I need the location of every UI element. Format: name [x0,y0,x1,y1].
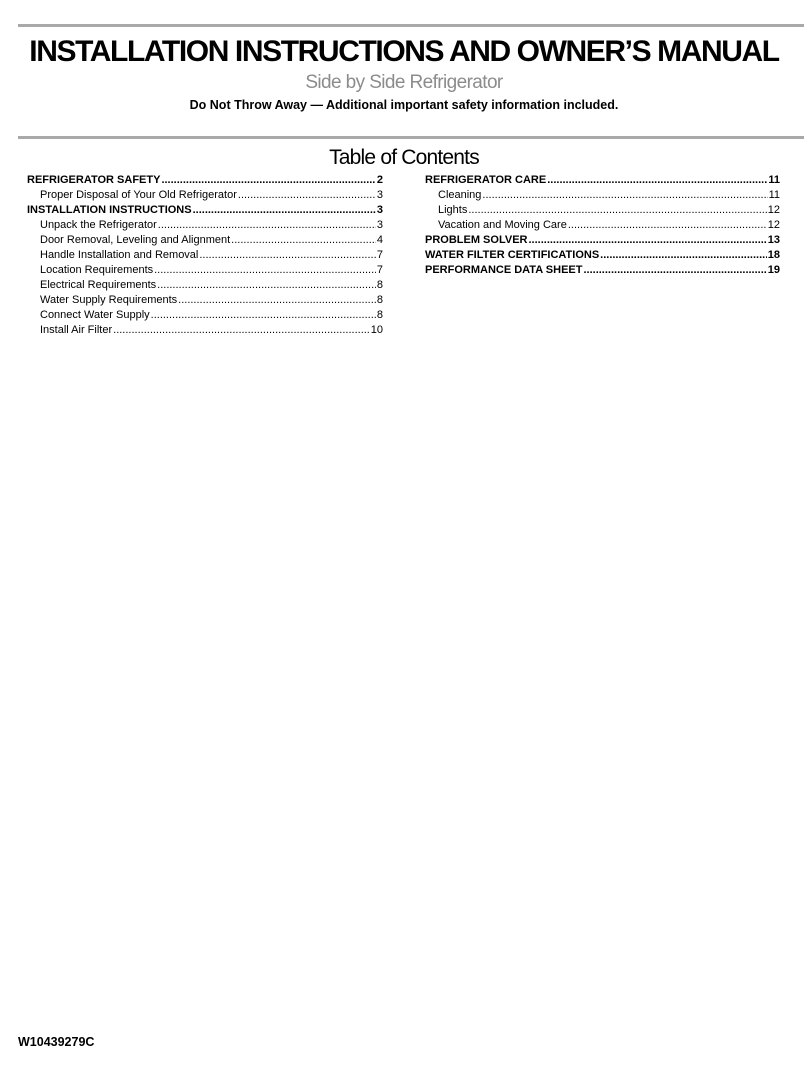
page-title: INSTALLATION INSTRUCTIONS AND OWNER’S MANUAL [29,35,779,68]
toc-entry[interactable] [27,263,383,278]
toc-entry-page: 13 [767,234,780,246]
toc-dot-leader [547,173,767,188]
toc-dot-leader [199,248,376,263]
toc-entry-page: 3 [376,189,383,201]
toc-entry-label: Water Supply Requirements [40,294,178,306]
toc-entry-page: 8 [376,309,383,321]
toc-entry[interactable] [425,173,780,188]
toc-entry-page: 19 [767,264,780,276]
toc-entry-page: 12 [767,219,780,231]
toc-entry[interactable] [27,308,383,323]
toc-entry-label: Cleaning [438,189,482,201]
toc-entry-label: Electrical Requirements [40,279,157,291]
safety-notice: Do Not Throw Away — Additional important safety information included. [189,98,619,112]
toc-right-column [425,173,780,278]
toc-entry-label: Proper Disposal of Your Old Refrigerator [40,189,237,201]
section-rule [18,136,804,139]
toc-entry-label: INSTALLATION INSTRUCTIONS [27,204,192,216]
toc-dot-leader [583,263,766,278]
toc-dot-leader [193,203,376,218]
toc-entry-label: WATER FILTER CERTIFICATIONS [425,249,600,261]
top-rule [18,24,804,27]
toc-entry[interactable] [425,233,780,248]
toc-entry[interactable] [425,263,780,278]
toc-entry-page: 18 [767,249,780,261]
toc-dot-leader [482,188,767,203]
toc-entry-page: 11 [768,189,780,201]
toc-entry[interactable] [425,203,780,218]
toc-entry-label: PROBLEM SOLVER [425,234,528,246]
toc-dot-leader [231,233,376,248]
toc-entry-page: 7 [376,264,383,276]
toc-entry-label: Handle Installation and Removal [40,249,199,261]
toc-dot-leader [178,293,376,308]
toc-entry[interactable] [425,218,780,233]
toc-entry-label: Door Removal, Leveling and Alignment [40,234,231,246]
toc-entry[interactable] [27,248,383,263]
toc-entry-label: Vacation and Moving Care [438,219,567,231]
toc-entry[interactable] [27,293,383,308]
toc-entry[interactable] [27,323,383,338]
page-subtitle: Side by Side Refrigerator [305,72,503,93]
toc-entry-label: Install Air Filter [40,324,113,336]
toc-entry-page: 3 [376,219,383,231]
toc-entry-label: Connect Water Supply [40,309,150,321]
toc-entry-label: Unpack the Refrigerator [40,219,157,231]
toc-entry-page: 7 [376,249,383,261]
toc-entry-label: REFRIGERATOR CARE [425,174,547,186]
toc-entry[interactable] [27,173,383,188]
toc-dot-leader [154,263,376,278]
toc-entry[interactable] [27,278,383,293]
toc-dot-leader [151,308,376,323]
toc-entry[interactable] [27,188,383,203]
toc-entry-page: 4 [376,234,383,246]
toc-entry-label: Lights [438,204,468,216]
toc-dot-leader [157,278,376,293]
toc-entry[interactable] [27,218,383,233]
toc-dot-leader [238,188,376,203]
toc-dot-leader [568,218,767,233]
toc-entry-page: 12 [767,204,780,216]
toc-entry[interactable] [425,188,780,203]
toc-dot-leader [600,248,767,263]
toc-dot-leader [161,173,375,188]
toc-entry-page: 8 [376,279,383,291]
toc-dot-leader [468,203,766,218]
toc-entry-page: 8 [376,294,383,306]
toc-entry-label: REFRIGERATOR SAFETY [27,174,161,186]
toc-entry-page: 10 [370,324,383,336]
document-number: W10439279C [18,1035,95,1049]
toc-entry[interactable] [27,233,383,248]
toc-dot-leader [113,323,370,338]
toc-left-column [27,173,383,338]
toc-entry[interactable] [425,248,780,263]
toc-entry[interactable] [27,203,383,218]
toc-entry-page: 2 [376,174,383,186]
toc-entry-label: PERFORMANCE DATA SHEET [425,264,583,276]
toc-entry-label: Location Requirements [40,264,154,276]
toc-heading: Table of Contents [329,146,479,169]
toc-entry-page: 3 [376,204,383,216]
toc-dot-leader [528,233,766,248]
toc-dot-leader [158,218,376,233]
toc-entry-page: 11 [768,174,780,186]
